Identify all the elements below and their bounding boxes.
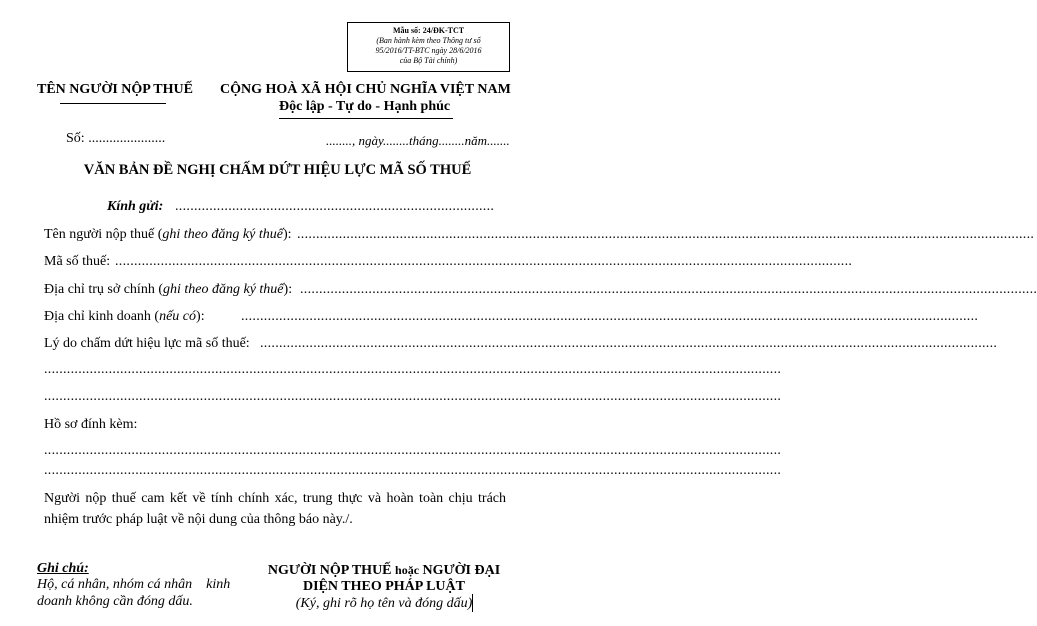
date-line: ........, ngày........tháng........năm.......: [326, 133, 510, 148]
attachments-label: Hồ sơ đính kèm:: [44, 417, 138, 432]
recipient-dots: ....................................................................................: [175, 199, 495, 214]
note-line-2: doanh không cần đóng dấu.: [37, 594, 193, 609]
business-address-colon: ):: [196, 309, 205, 324]
document-number: [66, 131, 165, 147]
motto-underline: [279, 118, 453, 119]
commitment-line-2: nhiệm trước pháp luật về nội dung của thông báo này./.: [44, 512, 353, 527]
national-motto: Độc lập - Tự do - Hạnh phúc: [279, 99, 451, 114]
header-underline-left: [60, 103, 166, 104]
attachments-dots-line-1: ..................................................................................................................................................................................................: [44, 443, 782, 458]
taxpayer-name-colon: ):: [282, 227, 292, 242]
reason-label: Lý do chấm dứt hiệu lực mã số thuế:: [44, 336, 250, 351]
business-address-note: nếu có: [159, 309, 197, 324]
document-title: VĂN BẢN ĐỀ NGHỊ CHẤM DỨT HIỆU LỰC MÃ SỐ THUẾ: [83, 162, 472, 178]
note-line-1: Hộ, cá nhân, nhóm cá nhân kinh: [37, 577, 231, 592]
signature-or: hoặc: [395, 563, 420, 577]
reason-dots-line-2: ..................................................................................................................................................................................................: [44, 362, 782, 377]
form-issued-line-1: (Ban hành kèm theo Thông tư số: [376, 36, 481, 45]
hq-address-note: ghi theo đăng ký thuế: [163, 282, 284, 297]
signature-title-line-2: DIỆN THEO PHÁP LUẬT: [303, 579, 465, 594]
hq-address-colon: ):: [283, 282, 293, 297]
note-title: Ghi chú:: [37, 561, 89, 576]
form-code-box: [347, 22, 510, 72]
reason-dots-line-3: ..................................................................................................................................................................................................: [44, 389, 782, 404]
form-issued-line-2: 95/2016/TT-BTC ngày 28/6/2016: [375, 46, 482, 55]
reason-dots: ..................................................................................................................................................................................................: [260, 336, 998, 351]
commitment-line-1: Người nộp thuế cam kết về tính chính xác, trung thực và hoàn toàn chịu trách: [44, 491, 506, 506]
taxpayer-name-text: Tên người nộp thuế (: [44, 227, 163, 242]
signature-title-line-1: [252, 563, 516, 579]
form-issued-line-3: của Bộ Tài chính): [399, 56, 458, 65]
taxpayer-name-label: [44, 227, 292, 243]
text-cursor: [472, 594, 473, 612]
signature-taxpayer: NGƯỜI NỘP THUẾ: [267, 563, 396, 578]
business-address-text: Địa chỉ kinh doanh (: [44, 309, 160, 324]
hq-address-text: Địa chỉ trụ sở chính (: [44, 282, 163, 297]
taxpayer-name-header: TÊN NGƯỜI NỘP THUẾ: [37, 82, 193, 97]
country-name: CỘNG HOÀ XÃ HỘI CHỦ NGHĨA VIỆT NAM: [220, 82, 511, 97]
taxpayer-name-note: ghi theo đăng ký thuế: [162, 227, 283, 242]
hq-address-dots: ..................................................................................................................................................................................................: [300, 282, 1037, 297]
hq-address-label: [44, 282, 292, 298]
form-code: Mẫu số: 24/ĐK-TCT: [392, 26, 465, 35]
taxpayer-name-dots: ..................................................................................................................................................................................................: [297, 227, 1035, 242]
tax-code-dots: ..................................................................................................................................................................................................: [115, 254, 853, 269]
number-label: Số:: [66, 131, 85, 146]
number-dots: ......................: [88, 131, 166, 146]
signature-instruction: (Ký, ghi rõ họ tên và đóng dấu): [295, 596, 473, 611]
tax-code-label: Mã số thuế:: [44, 254, 111, 269]
signature-representative: NGƯỜI ĐẠI: [419, 563, 501, 578]
recipient-label: Kính gửi:: [107, 199, 164, 214]
business-address-dots: ..................................................................................................................................................................................................: [241, 309, 979, 324]
business-address-label: [44, 309, 205, 325]
attachments-dots-line-2: ..................................................................................................................................................................................................: [44, 463, 782, 478]
